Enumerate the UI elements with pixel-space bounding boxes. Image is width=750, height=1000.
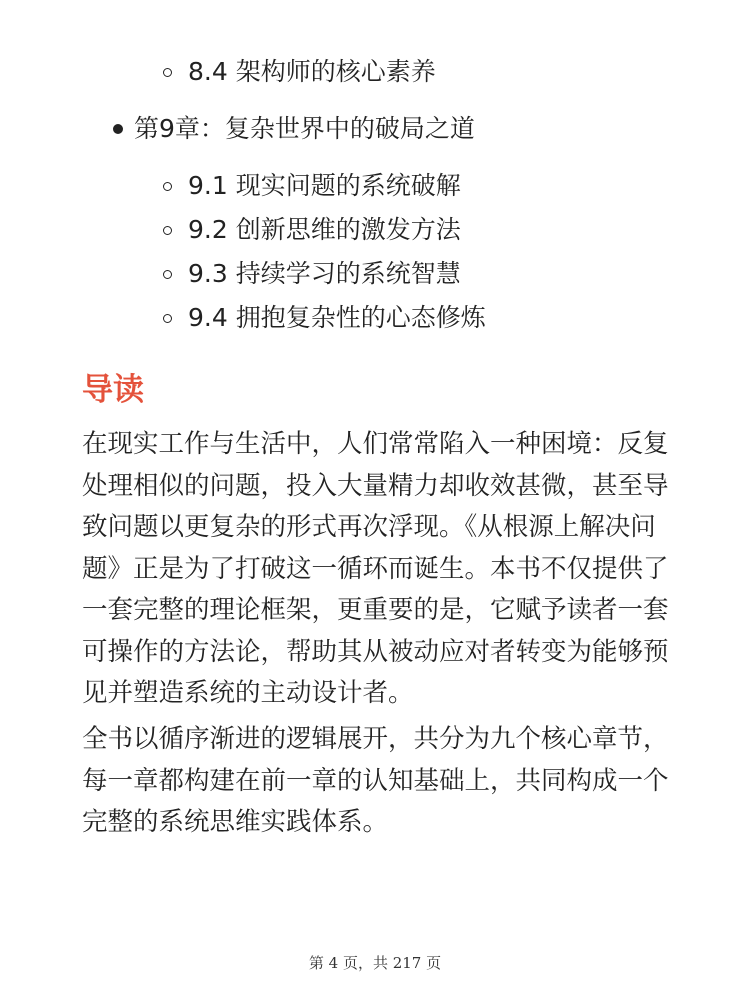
circle-bullet-icon bbox=[163, 182, 172, 191]
toc-item-chapter-9[interactable] bbox=[0, 112, 750, 146]
toc-item-label: 第9章：复杂世界中的破局之道 bbox=[134, 114, 475, 143]
disc-bullet-icon bbox=[113, 124, 123, 134]
toc-item-label: 9.2 创新思维的激发方法 bbox=[188, 215, 461, 244]
toc-item-8-4[interactable] bbox=[0, 55, 750, 89]
circle-bullet-icon bbox=[163, 314, 172, 323]
toc-item-label: 9.1 现实问题的系统破解 bbox=[188, 171, 461, 200]
toc-item-9-4[interactable] bbox=[0, 301, 750, 335]
toc-item-label: 9.3 持续学习的系统智慧 bbox=[188, 259, 461, 288]
toc-item-9-1[interactable] bbox=[0, 169, 750, 203]
page-number: 第 4 页，共 217 页 bbox=[308, 954, 442, 972]
toc-item-9-3[interactable] bbox=[0, 257, 750, 291]
circle-bullet-icon bbox=[163, 68, 172, 77]
toc-item-label: 8.4 架构师的核心素养 bbox=[188, 57, 436, 86]
circle-bullet-icon bbox=[163, 270, 172, 279]
toc-item-9-2[interactable] bbox=[0, 213, 750, 247]
toc-item-label: 9.4 拥抱复杂性的心态修炼 bbox=[188, 303, 486, 332]
section-heading: 导读 bbox=[82, 372, 144, 408]
circle-bullet-icon bbox=[163, 226, 172, 235]
intro-paragraph-1: 在现实工作与生活中，人们常常陷入一种困境：反复处理相似的问题，投入大量精力却收效甚微，甚至导致问题以更复杂的形式再次浮现。《从根源上解决问题》正是为了打破这一循环而诞生。本书不仅提供了一套完整的理论框架，更重要的是，它赋予读者一套可操作的方法论，帮助其从被动应对者转变为能够预见并塑造系统的主动设计者。 bbox=[82, 429, 669, 708]
intro-paragraph-2: 全书以循序渐进的逻辑展开，共分为九个核心章节，每一章都构建在前一章的认知基础上，共同构成一个完整的系统思维实践体系。 bbox=[82, 724, 669, 837]
